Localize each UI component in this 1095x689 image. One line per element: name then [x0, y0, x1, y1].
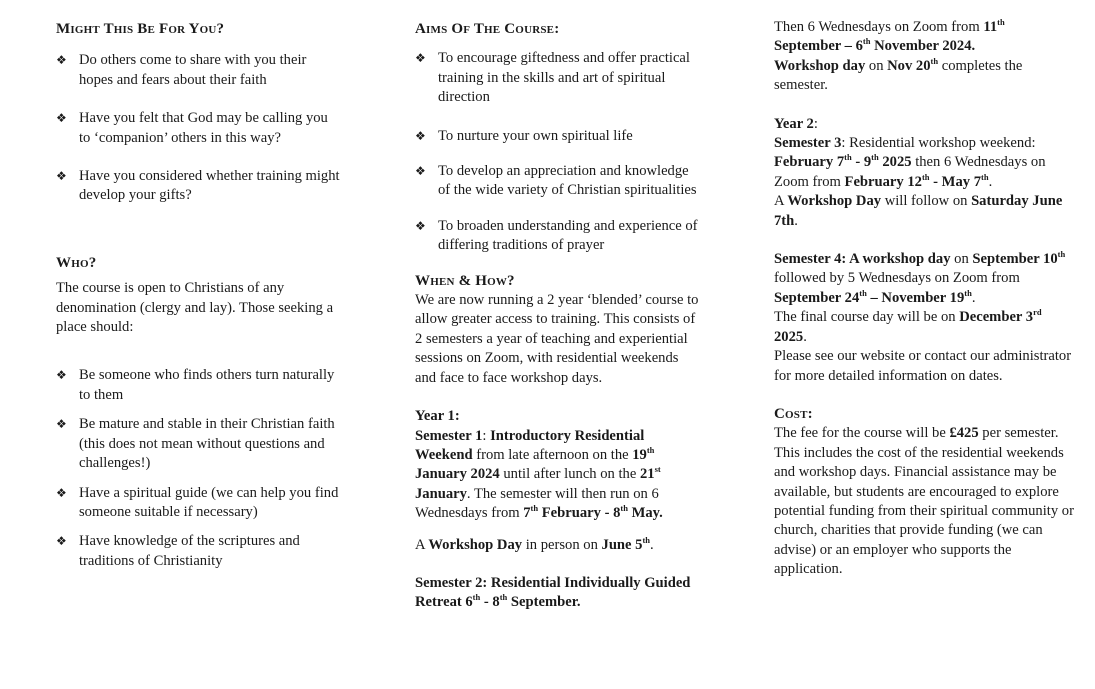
- aims-list: [415, 49, 700, 255]
- bullet-icon: ❖: [56, 111, 67, 126]
- column-middle: [415, 0, 700, 613]
- bullet-icon: ❖: [56, 534, 67, 549]
- heading-when-how: When & How?: [415, 272, 515, 289]
- bullet-icon: ❖: [415, 51, 426, 66]
- list-item: ❖ To encourage giftedness and offer practical training in the skills and art of spiritual direction: [415, 50, 690, 106]
- heading-for-you: Might This Be For You?: [56, 21, 225, 37]
- heading-aims: Aims Of The Course:: [415, 21, 560, 37]
- semester2-dates-text: Then 6 Wednesdays on Zoom from 11th September – 6th November 2024. Workshop day on Nov 20th completes the semester.: [774, 17, 1023, 94]
- bullet-icon: ❖: [56, 169, 67, 184]
- list-item: ❖ To nurture your own spiritual life: [415, 127, 700, 146]
- list-item: ❖ Have a spiritual guide (we can help you find someone suitable if necessary): [56, 484, 339, 520]
- cost-text: The fee for the course will be £425 per semester. This includes the cost of the residential weekends and workshop days. Financial assistance may be available, but students are encouraged to explore potential funding from their spiritual community or church, charities that provide funding (we can advise) or an employer who supports the application.: [774, 425, 1074, 578]
- list-item: ❖ Have you felt that God may be calling you to ‘companion’ others in this way?: [56, 110, 328, 146]
- workshop-day2-text: A Workshop Day will follow on Saturday June 7th.: [774, 193, 1063, 229]
- list-item: ❖ Have knowledge of the scriptures and traditions of Christianity: [56, 533, 300, 569]
- list-item: ❖ Have you considered whether training might develop your gifts?: [56, 168, 340, 204]
- bullet-icon: ❖: [56, 417, 67, 432]
- heading-cost: Cost:: [774, 405, 813, 422]
- list-item: ❖ Be someone who finds others turn naturally to them: [56, 367, 335, 403]
- column-left: [56, 0, 341, 571]
- for-you-list: [56, 51, 341, 205]
- heading-who: Who?: [56, 254, 97, 271]
- final-day-text: The final course day will be on December 3rd 2025.: [774, 307, 1042, 345]
- semester1-text: Semester 1: Introductory Residential Weekend from late afternoon on the 19th January 2024 until after lunch on the 21st January. The semester will then run on 6 Wednesdays from 7th February - 8th May.: [415, 427, 663, 522]
- bullet-icon: ❖: [56, 53, 67, 68]
- semester4-text: Semester 4: A workshop day on September 10th followed by 5 Wednesdays on Zoom from September 24th – November 19th.: [774, 249, 1066, 306]
- workshop-day-text: A Workshop Day in person on June 5th.: [415, 534, 654, 553]
- semester2-text: Semester 2: Residential Individually Guided Retreat 6th - 8th September.: [415, 574, 691, 611]
- list-item: ❖ To broaden understanding and experience of differing traditions of prayer: [415, 217, 698, 254]
- list-item: ❖ Do others come to share with you their hopes and fears about their faith: [56, 52, 307, 88]
- bullet-icon: ❖: [415, 218, 426, 233]
- website-text: Please see our website or contact our administrator for more detailed information on dates.: [774, 348, 1072, 384]
- semester3-text: Semester 3: Residential workshop weekend: February 7th - 9th 2025 then 6 Wednesdays on Zoom from February 12th - May 7th.: [774, 135, 1046, 190]
- year2-label: Year 2:: [774, 115, 818, 132]
- bullet-icon: ❖: [415, 164, 426, 179]
- list-item: ❖ To develop an appreciation and knowledge of the wide variety of Christian spiritualities: [415, 163, 697, 199]
- who-text: The course is open to Christians of any denomination (clergy and lay). Those seeking a place should:: [56, 280, 334, 336]
- bullet-icon: ❖: [415, 128, 426, 143]
- when-text: We are now running a 2 year ‘blended’ course to allow greater access to training. This consists of 2 semesters a year of teaching and experiential sessions on Zoom, with residential weekends and face to face workshop days.: [415, 292, 699, 386]
- who-list: [56, 366, 341, 571]
- year1-label: Year 1:: [415, 408, 460, 425]
- list-item: ❖ Be mature and stable in their Christian faith (this does not mean without questions and challenges!): [56, 416, 335, 472]
- bullet-icon: ❖: [56, 485, 67, 500]
- column-right: [774, 18, 1074, 580]
- bullet-icon: ❖: [56, 368, 67, 383]
